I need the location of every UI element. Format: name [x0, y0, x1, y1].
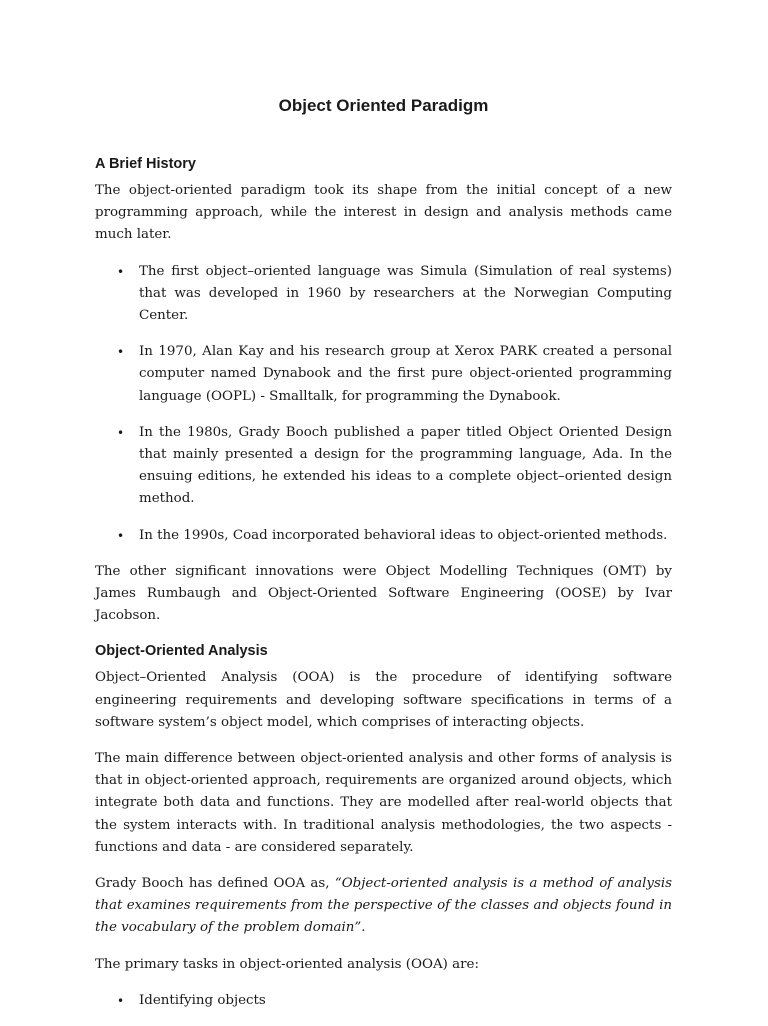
- list-item: [95, 422, 672, 511]
- bullet-icon: •: [117, 345, 125, 360]
- ooa-tasks-intro: The primary tasks in object-oriented analysis (OOA) are:: [95, 956, 479, 972]
- list-item: [95, 525, 672, 547]
- history-bullet-list: [95, 261, 672, 547]
- ooa-paragraph-1: Object–Oriented Analysis (OOA) is the procedure of identifying software engineering requirements and developing software specifications in terms of a software system’s object model, which comprises of interacting objects.: [95, 670, 672, 730]
- ooa-paragraph-2: The main difference between object-oriented analysis and other forms of analysis is that in object-oriented approach, requirements are organized around objects, which integrate both data and functions. They are modelled after real-world objects that the system interacts with. In traditional analysis methodologies, the two aspects - functions and data - are considered separately.: [95, 751, 672, 855]
- ooa-task-list: [95, 990, 672, 1012]
- ooa-definition-paragraph: [95, 873, 672, 940]
- section-heading-brief-history: A Brief History: [95, 156, 196, 172]
- bullet-icon: •: [117, 528, 125, 543]
- list-item: [95, 341, 672, 408]
- list-item-text: In the 1990s, Coad incorporated behavioral ideas to object-oriented methods.: [139, 527, 668, 543]
- bullet-icon: •: [117, 993, 125, 1008]
- list-item-text: In the 1980s, Grady Booch published a paper titled Object Oriented Design that mainly presented a design for the programming language, Ada. In the ensuing editions, he extended his ideas to a complete object–oriented design method.: [139, 424, 672, 507]
- bullet-icon: •: [117, 425, 125, 440]
- history-closing-paragraph: The other significant innovations were Object Modelling Techniques (OMT) by James Rumbaugh and Object-Oriented Software Engineering (OOSE) by Ivar Jacobson.: [95, 563, 672, 624]
- list-item-text: The first object–oriented language was Simula (Simulation of real systems) that was developed in 1960 by researchers at the Norwegian Computing Center.: [139, 263, 672, 324]
- list-item-text: In 1970, Alan Kay and his research group at Xerox PARK created a personal computer named Dynabook and the first pure object-oriented programming language (OOPL) - Smalltalk, for programming the Dynabook.: [139, 344, 672, 404]
- document-title: Object Oriented Paradigm: [278, 96, 489, 115]
- bullet-icon: •: [117, 264, 125, 279]
- definition-quote: “Object-oriented analysis is a method of analysis that examines requirements from the perspective of the classes and objects found in the vocabulary of the problem domain”: [95, 876, 672, 936]
- document-body: [95, 94, 672, 1026]
- definition-lead: Grady Booch has defined OOA as,: [95, 876, 335, 892]
- section-heading-ooa: Object-Oriented Analysis: [95, 643, 268, 660]
- history-intro-paragraph: The object-oriented paradigm took its shape from the initial concept of a new programming approach, while the interest in design and analysis methods came much later.: [95, 183, 672, 243]
- list-item-text: Identifying objects: [139, 992, 266, 1008]
- definition-end: .: [361, 920, 366, 936]
- list-item: [95, 261, 672, 328]
- list-item: [95, 990, 672, 1012]
